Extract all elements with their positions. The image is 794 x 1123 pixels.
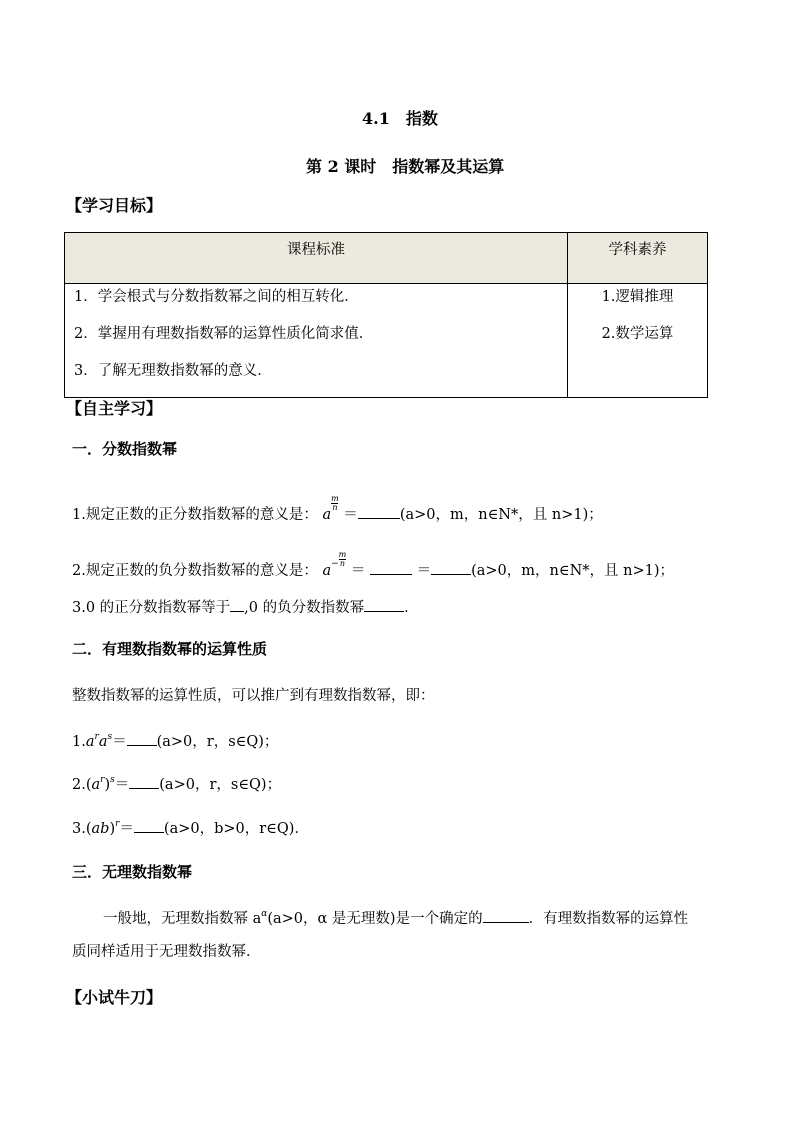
item2-line: 2.规定正数的负分数指数幂的意义是： a− $\frac{m}{n}$ ＝ ＝ (a>0，m，n∈N*，且 n>1)； xyxy=(72,550,674,579)
standard-item: 1．学会根式与分数指数幂之间的相互转化． xyxy=(74,289,359,305)
column-header-standard: 课程标准 xyxy=(65,233,568,284)
answer-blank[interactable] xyxy=(129,774,159,789)
column-header-literacy: 学科素养 xyxy=(568,233,708,284)
rule2-line: $2.(a^r)^s= (a>0$，r，s∈Q)； xyxy=(72,775,282,793)
self-study-heading: 【自主学习】 xyxy=(66,399,163,418)
part1-title: 一．分数指数幂 xyxy=(72,440,178,458)
item3-text-c: ． xyxy=(404,600,419,616)
answer-blank[interactable] xyxy=(370,560,412,575)
part3-paragraph-line2: 质同样适用于无理数指数幂． xyxy=(72,944,261,960)
answer-blank[interactable] xyxy=(127,731,157,746)
item3-line xyxy=(72,596,419,617)
standards-cell xyxy=(65,284,568,398)
standard-item: 2．掌握用有理数指数幂的运算性质化简求值． xyxy=(74,326,374,342)
item1-condition: (a>0，m，n∈N*，且 n>1)； xyxy=(399,507,603,523)
answer-blank[interactable] xyxy=(431,560,471,575)
item1-text: 1.规定正数的正分数指数幂的意义是： xyxy=(72,507,318,523)
fraction-m-over-n: $\frac{m}{n}$ xyxy=(338,550,347,568)
answer-blank[interactable] xyxy=(230,597,244,612)
part3-title: 三．无理数指数幂 xyxy=(72,863,193,881)
item1-line: 1.规定正数的正分数指数幂的意义是： a $\frac{m}{n}$ ＝ (a>0，m，n∈N*，且 n>1)； xyxy=(72,494,603,523)
learning-goals-table xyxy=(64,232,708,398)
table-header-row xyxy=(65,233,708,284)
part3-paragraph-line1: 一般地，无理数指数幂 $a^\alpha(a>0$，α 是无理数)是一个确定的 ．有理数指数幂的运算性 xyxy=(103,909,689,927)
part2-intro: 整数指数幂的运算性质，可以推广到有理数指数幂，即： xyxy=(72,688,435,704)
part2-title: 二．有理数指数幂的运算性质 xyxy=(72,640,268,658)
item2-text: 2.规定正数的负分数指数幂的意义是： xyxy=(72,563,318,579)
item3-text-a: 3.0 的正分数指数幂等于 xyxy=(72,600,231,616)
literacy-item: 1.逻辑推理 xyxy=(601,289,674,305)
part3-text-a: 一般地，无理数指数幂 a xyxy=(103,911,262,927)
answer-blank[interactable] xyxy=(134,818,164,833)
rule2-condition: (a>0，r，s∈Q)； xyxy=(159,777,282,793)
fraction-m-over-n: $\frac{m}{n}$ xyxy=(331,494,339,512)
literacy-cell xyxy=(568,284,708,398)
table-body-row xyxy=(65,284,708,398)
standard-item: 3．了解无理数指数幂的意义． xyxy=(74,363,272,379)
practice-heading: 【小试牛刀】 xyxy=(66,988,163,1007)
section-number-title: 4.1 指数 xyxy=(362,109,438,128)
lesson-title: 第 2 课时 指数幂及其运算 xyxy=(306,157,505,176)
learning-goals-heading: 【学习目标】 xyxy=(66,196,163,215)
answer-blank[interactable] xyxy=(483,908,529,923)
rule1-line: $1.a^ra^s= (a>0$，r，s∈Q)； xyxy=(72,732,279,750)
rule1-condition: (a>0，r，s∈Q)； xyxy=(156,734,279,750)
item3-text-b: ,0 的负分数指数幂 xyxy=(244,600,365,616)
rule3-condition: (a>0，b>0，r∈Q)． xyxy=(163,821,309,837)
answer-blank[interactable] xyxy=(358,504,400,519)
rule3-line: 3.(ab)$^r$＝ (a>0，b>0，r∈Q)． xyxy=(72,819,309,837)
part3-text-c: ．有理数指数幂的运算性 xyxy=(528,911,689,927)
literacy-item: 2.数学运算 xyxy=(601,326,674,342)
answer-blank[interactable] xyxy=(364,597,404,612)
item2-condition: (a>0，m，n∈N*，且 n>1)； xyxy=(471,563,674,579)
part3-text-b: (a>0，α 是无理数)是一个确定的 xyxy=(267,911,483,927)
